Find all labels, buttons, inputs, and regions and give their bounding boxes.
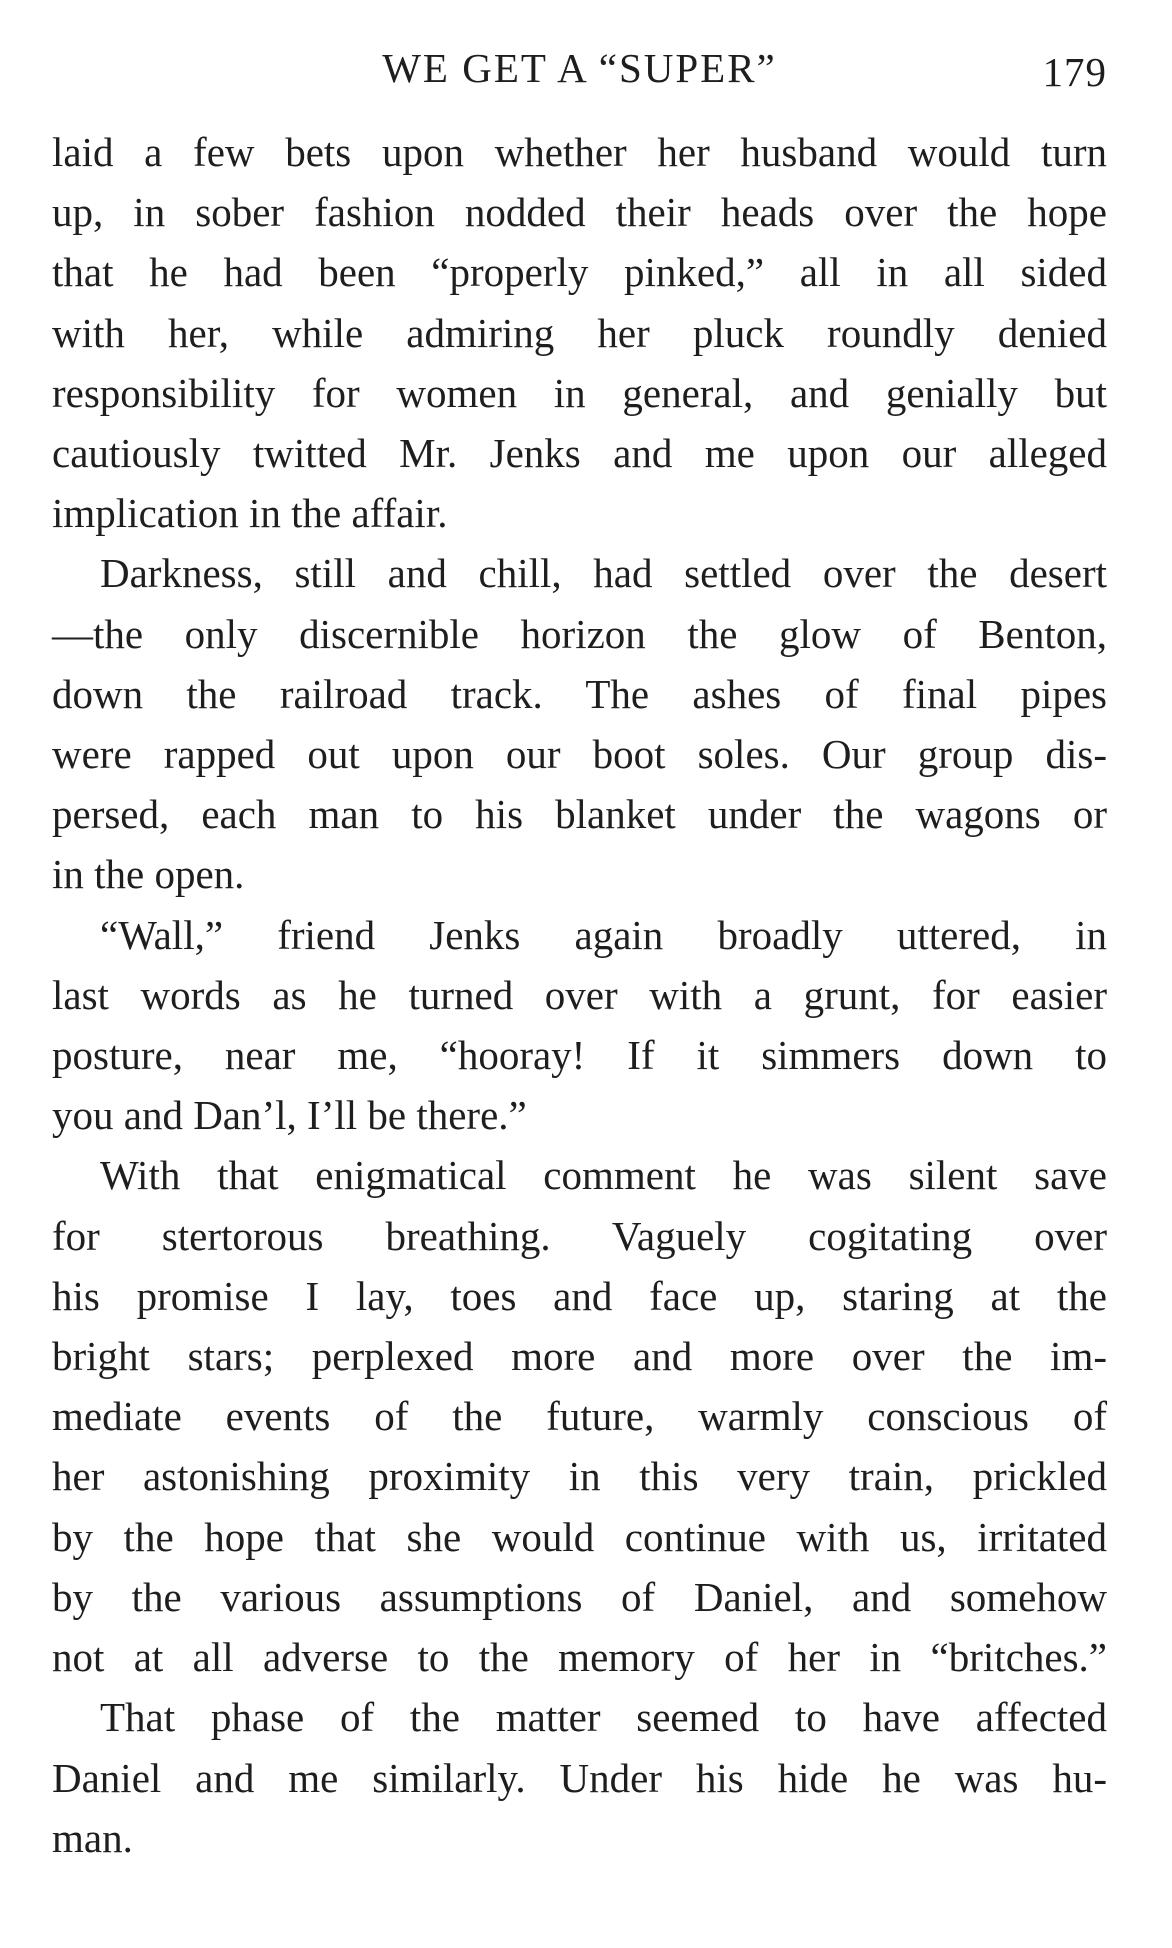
text-line: With that enigmatical comment he was silent save [100, 1152, 1107, 1199]
text-line: mediate events of the future, warmly conscious of [52, 1393, 1107, 1440]
paragraph-1 [52, 122, 1107, 543]
text-line: for stertorous breathing. Vaguely cogitating over [52, 1212, 1107, 1259]
text-line: “Wall,” friend Jenks again broadly uttered, in [100, 911, 1107, 958]
text-line: bright stars; perplexed more and more over the im- [52, 1333, 1107, 1380]
text-line: laid a few bets upon whether her husband would turn [52, 129, 1107, 175]
body-text [52, 122, 1107, 1869]
paragraph-5 [52, 1687, 1107, 1869]
text-line: you and Dan’l, I’ll be there.” [52, 1092, 527, 1139]
text-line: Daniel and me similarly. Under his hide he was hu- [52, 1754, 1107, 1801]
text-line: Darkness, still and chill, had settled over the desert [100, 550, 1107, 597]
text-line: in the open. [52, 851, 245, 898]
running-title: WE GET A “SUPER” [382, 45, 777, 91]
paragraph-2 [52, 543, 1107, 904]
text-line: his promise I lay, toes and face up, staring at the [52, 1272, 1107, 1319]
text-line: by the various assumptions of Daniel, and somehow [52, 1573, 1107, 1620]
text-line: man. [52, 1815, 133, 1862]
paragraph-3 [52, 905, 1107, 1146]
text-line: by the hope that she would continue with us, irritated [52, 1513, 1107, 1560]
text-line: posture, near me, “hooray! If it simmers down to [52, 1032, 1107, 1079]
text-line: last words as he turned over with a grunt, for easier [52, 971, 1107, 1018]
text-line: That phase of the matter seemed to have affected [100, 1694, 1107, 1741]
text-line: not at all adverse to the memory of her in “britches.” [52, 1634, 1107, 1681]
text-line: with her, while admiring her pluck roundly denied [52, 309, 1107, 356]
text-line: responsibility for women in general, and genially but [52, 369, 1107, 416]
text-line: were rapped out upon our boot soles. Our group dis- [52, 731, 1107, 778]
text-line: implication in the affair. [52, 490, 448, 537]
paragraph-4 [52, 1145, 1107, 1687]
text-line: cautiously twitted Mr. Jenks and me upon our alleged [52, 430, 1107, 477]
text-line: that he had been “properly pinked,” all in all sided [52, 249, 1107, 296]
page-number: 179 [1042, 49, 1107, 95]
running-head [52, 38, 1107, 98]
text-line: up, in sober fashion nodded their heads over the hope [52, 189, 1107, 236]
text-line: her astonishing proximity in this very train, prickled [52, 1453, 1107, 1500]
text-line: down the railroad track. The ashes of final pipes [52, 670, 1107, 717]
text-line: persed, each man to his blanket under the wagons or [52, 791, 1107, 838]
text-line: —the only discernible horizon the glow of Benton, [52, 610, 1107, 657]
